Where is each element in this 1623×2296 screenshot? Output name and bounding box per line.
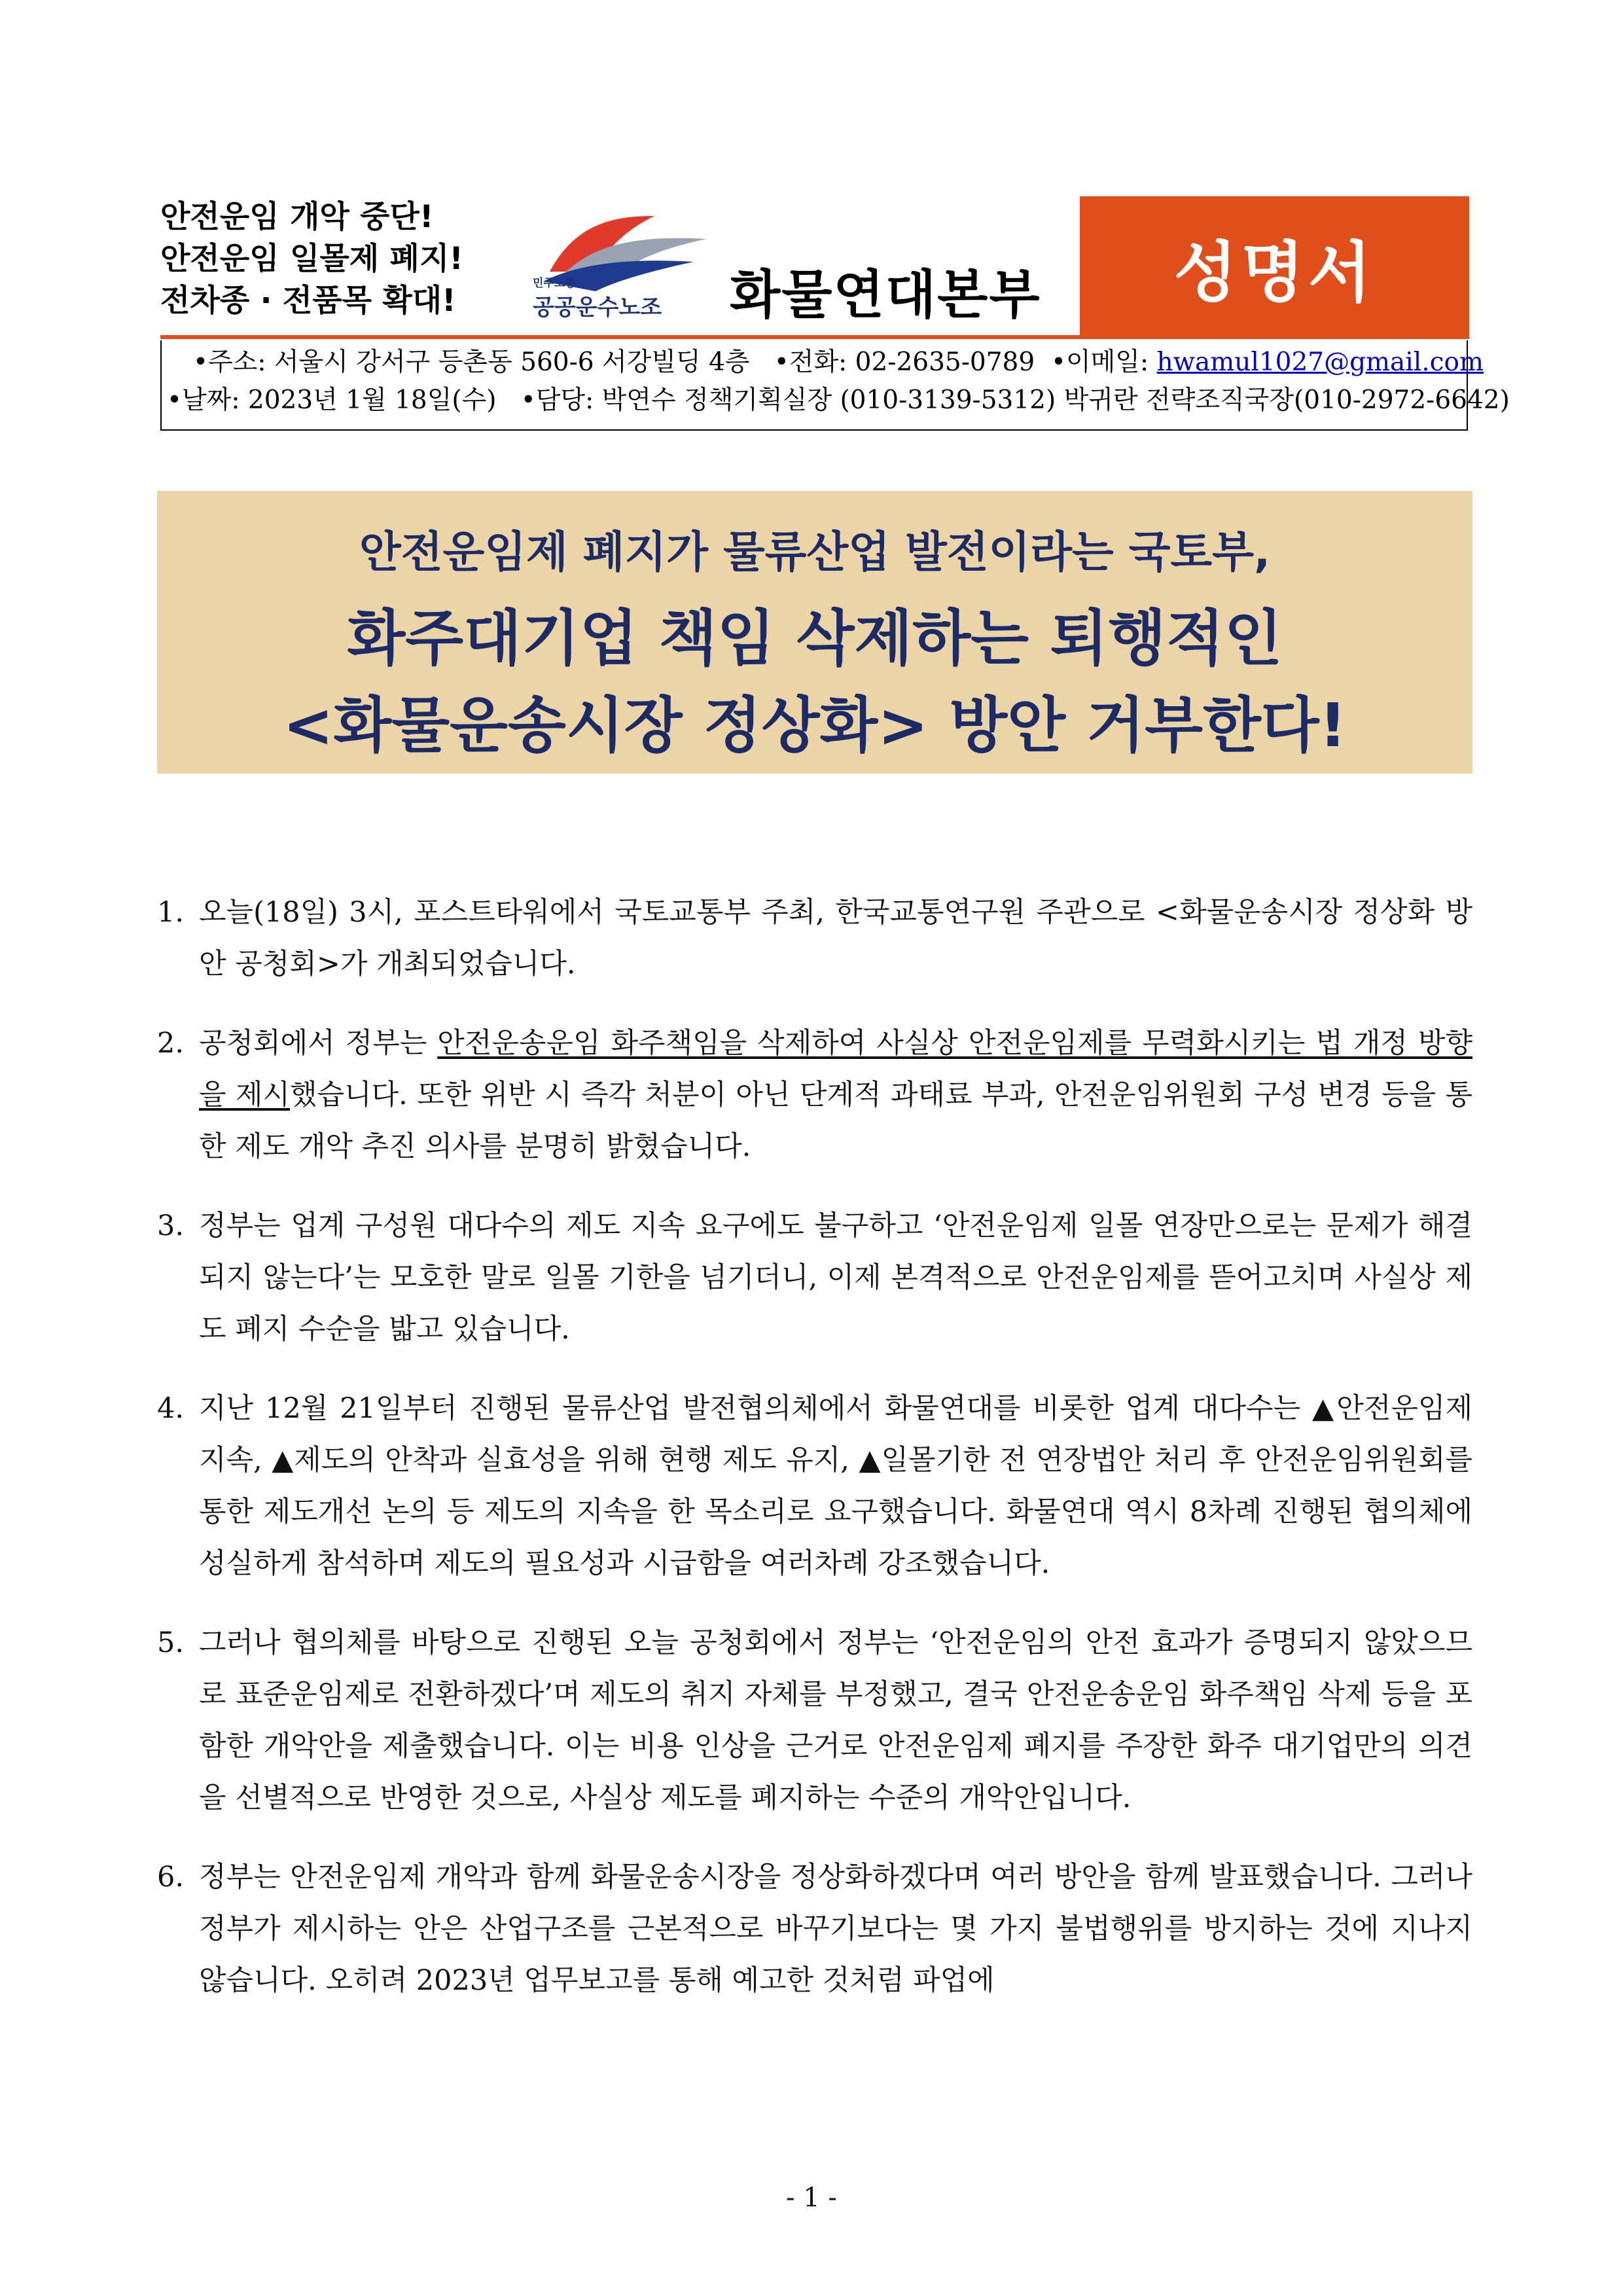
slogan-2: 안전운임 일몰제 폐지!: [160, 241, 463, 277]
paragraph-4: [157, 1383, 1472, 1590]
paragraph-5: [157, 1617, 1472, 1824]
org-name: 화물연대본부: [730, 264, 1041, 325]
slogans: [160, 196, 501, 322]
doc-type-label: 성명서: [1173, 234, 1376, 311]
statement-body: [157, 887, 1472, 2034]
paragraph-number: 5.: [157, 1626, 185, 1659]
email-label: •이메일:: [1050, 348, 1157, 377]
contact-row-1: [167, 344, 1484, 382]
paragraph-text: 정부는 안전운임제 개악과 함께 화물운송시장을 정상화하겠다며 여러 방안을 함께 발표했습니다. 그러나 정부가 제시하는 안은 산업구조를 근본적으로 바꾸기보다는 몇 가지 불법행위를 방지하는 것에 지나지 않습니다. 오히려 2023년 업무보고를 통해 예고한 것처럼 파업에: [199, 1861, 1472, 1997]
header: [160, 196, 1469, 337]
slogan-3: 전차종 · 전품목 확대!: [160, 283, 456, 319]
title-line-3: <화물운송시장 정상화> 방안 거부한다!: [283, 691, 1347, 761]
paragraph-6: [157, 1852, 1472, 2007]
contact-info: [167, 344, 1510, 435]
contact-person: •담당: 박연수 정책기획실장 (010-3139-5312) 박귀란 전략조직국장(010-2972-6642): [520, 386, 1510, 415]
email-link[interactable]: hwamul1027@gmail.com: [1156, 348, 1484, 377]
title-line-1: 안전운임제 폐지가 물류산업 발전이라는 국토부,: [359, 527, 1271, 577]
date: •날짜: 2023년 1월 18일(수): [167, 386, 497, 415]
paragraph-text-after: 했습니다. 또한 위반 시 즉각 처분이 아닌 단계적 과태료 부과, 안전운임위원회 구성 변경 등을 통한 제도 개악 추진 의사를 분명히 밝혔습니다.: [199, 1079, 1472, 1163]
contact-row-2: [167, 382, 1510, 420]
page-number: - 1 -: [786, 2183, 837, 2213]
paragraph-underlined-text: 안전운송운임 화주책임을 삭제하여 사실상 안전운임제를 무력화시키는 법 개정 방향을 제시: [199, 1027, 1472, 1111]
paragraph-number: 6.: [157, 1861, 185, 1893]
paragraph-number: 4.: [157, 1392, 185, 1425]
paragraph-number: 2.: [157, 1027, 185, 1060]
paragraph-number: 1.: [157, 896, 185, 929]
paragraph-text-before: 공청회에서 정부는: [199, 1027, 438, 1060]
paragraph-text: 지난 12월 21일부터 진행된 물류산업 발전협의체에서 화물연대를 비롯한 업계 대다수는 ▲안전운임제 지속, ▲제도의 안착과 실효성을 위해 현행 제도 유지, ▲일몰기한 전 연장법안 처리 후 안전운임위원회를 통한 제도개선 논의 등 제도의 지속을 한 목소리로 요구했습니다. 화물연대 역시 8차례 진행된 협의체에 성실하게 참석하며 제도의 필요성과 시급함을 여러차례 강조했습니다.: [199, 1392, 1472, 1580]
logo-small-text: 민주노총: [533, 277, 576, 290]
paragraph-3: [157, 1200, 1472, 1355]
paragraph-text: 정부는 업계 구성원 대다수의 제도 지속 요구에도 불구하고 ‘안전운임제 일몰 연장만으로는 문제가 해결되지 않는다’는 모호한 말로 일몰 기한을 넘기더니, 이제 본격적으로 안전운임제를 뜯어고치며 사실상 제도 폐지 수순을 밟고 있습니다.: [199, 1210, 1472, 1346]
paragraph-1: [157, 887, 1472, 990]
paragraph-number: 3.: [157, 1210, 185, 1242]
paragraph-text: 그러나 협의체를 바탕으로 진행된 오늘 공청회에서 정부는 ‘안전운임의 안전 효과가 증명되지 않았으므로 표준운임제로 전환하겠다’며 제도의 취지 자체를 부정했고, 결국 안전운송운임 화주책임 삭제 등을 포함한 개악안을 제출했습니다. 이는 비용 인상을 근거로 안전운임제 폐지를 주장한 화주 대기업만의 의견을 선별적으로 반영한 것으로, 사실상 제도를 폐지하는 수준의 개악안입니다.: [199, 1626, 1472, 1814]
paragraph-text: 오늘(18일) 3시, 포스트타워에서 국토교통부 주최, 한국교통연구원 주관으로 <화물운송시장 정상화 방안 공청회>가 개최되었습니다.: [199, 896, 1472, 980]
address: •주소: 서울시 강서구 등촌동 560-6 서강빌딩 4층: [193, 348, 750, 377]
union-name: 공공운수노조: [533, 295, 662, 321]
header-divider: [160, 335, 1469, 339]
title-box: [157, 491, 1472, 774]
slogan-1: 안전운임 개악 중단!: [160, 199, 434, 235]
title-line-2: 화주대기업 책임 삭제하는 퇴행적인: [347, 603, 1283, 673]
paragraph-2: [157, 1018, 1472, 1173]
phone: •전화: 02-2635-0789: [774, 348, 1035, 377]
doc-type-badge: [1080, 196, 1469, 337]
